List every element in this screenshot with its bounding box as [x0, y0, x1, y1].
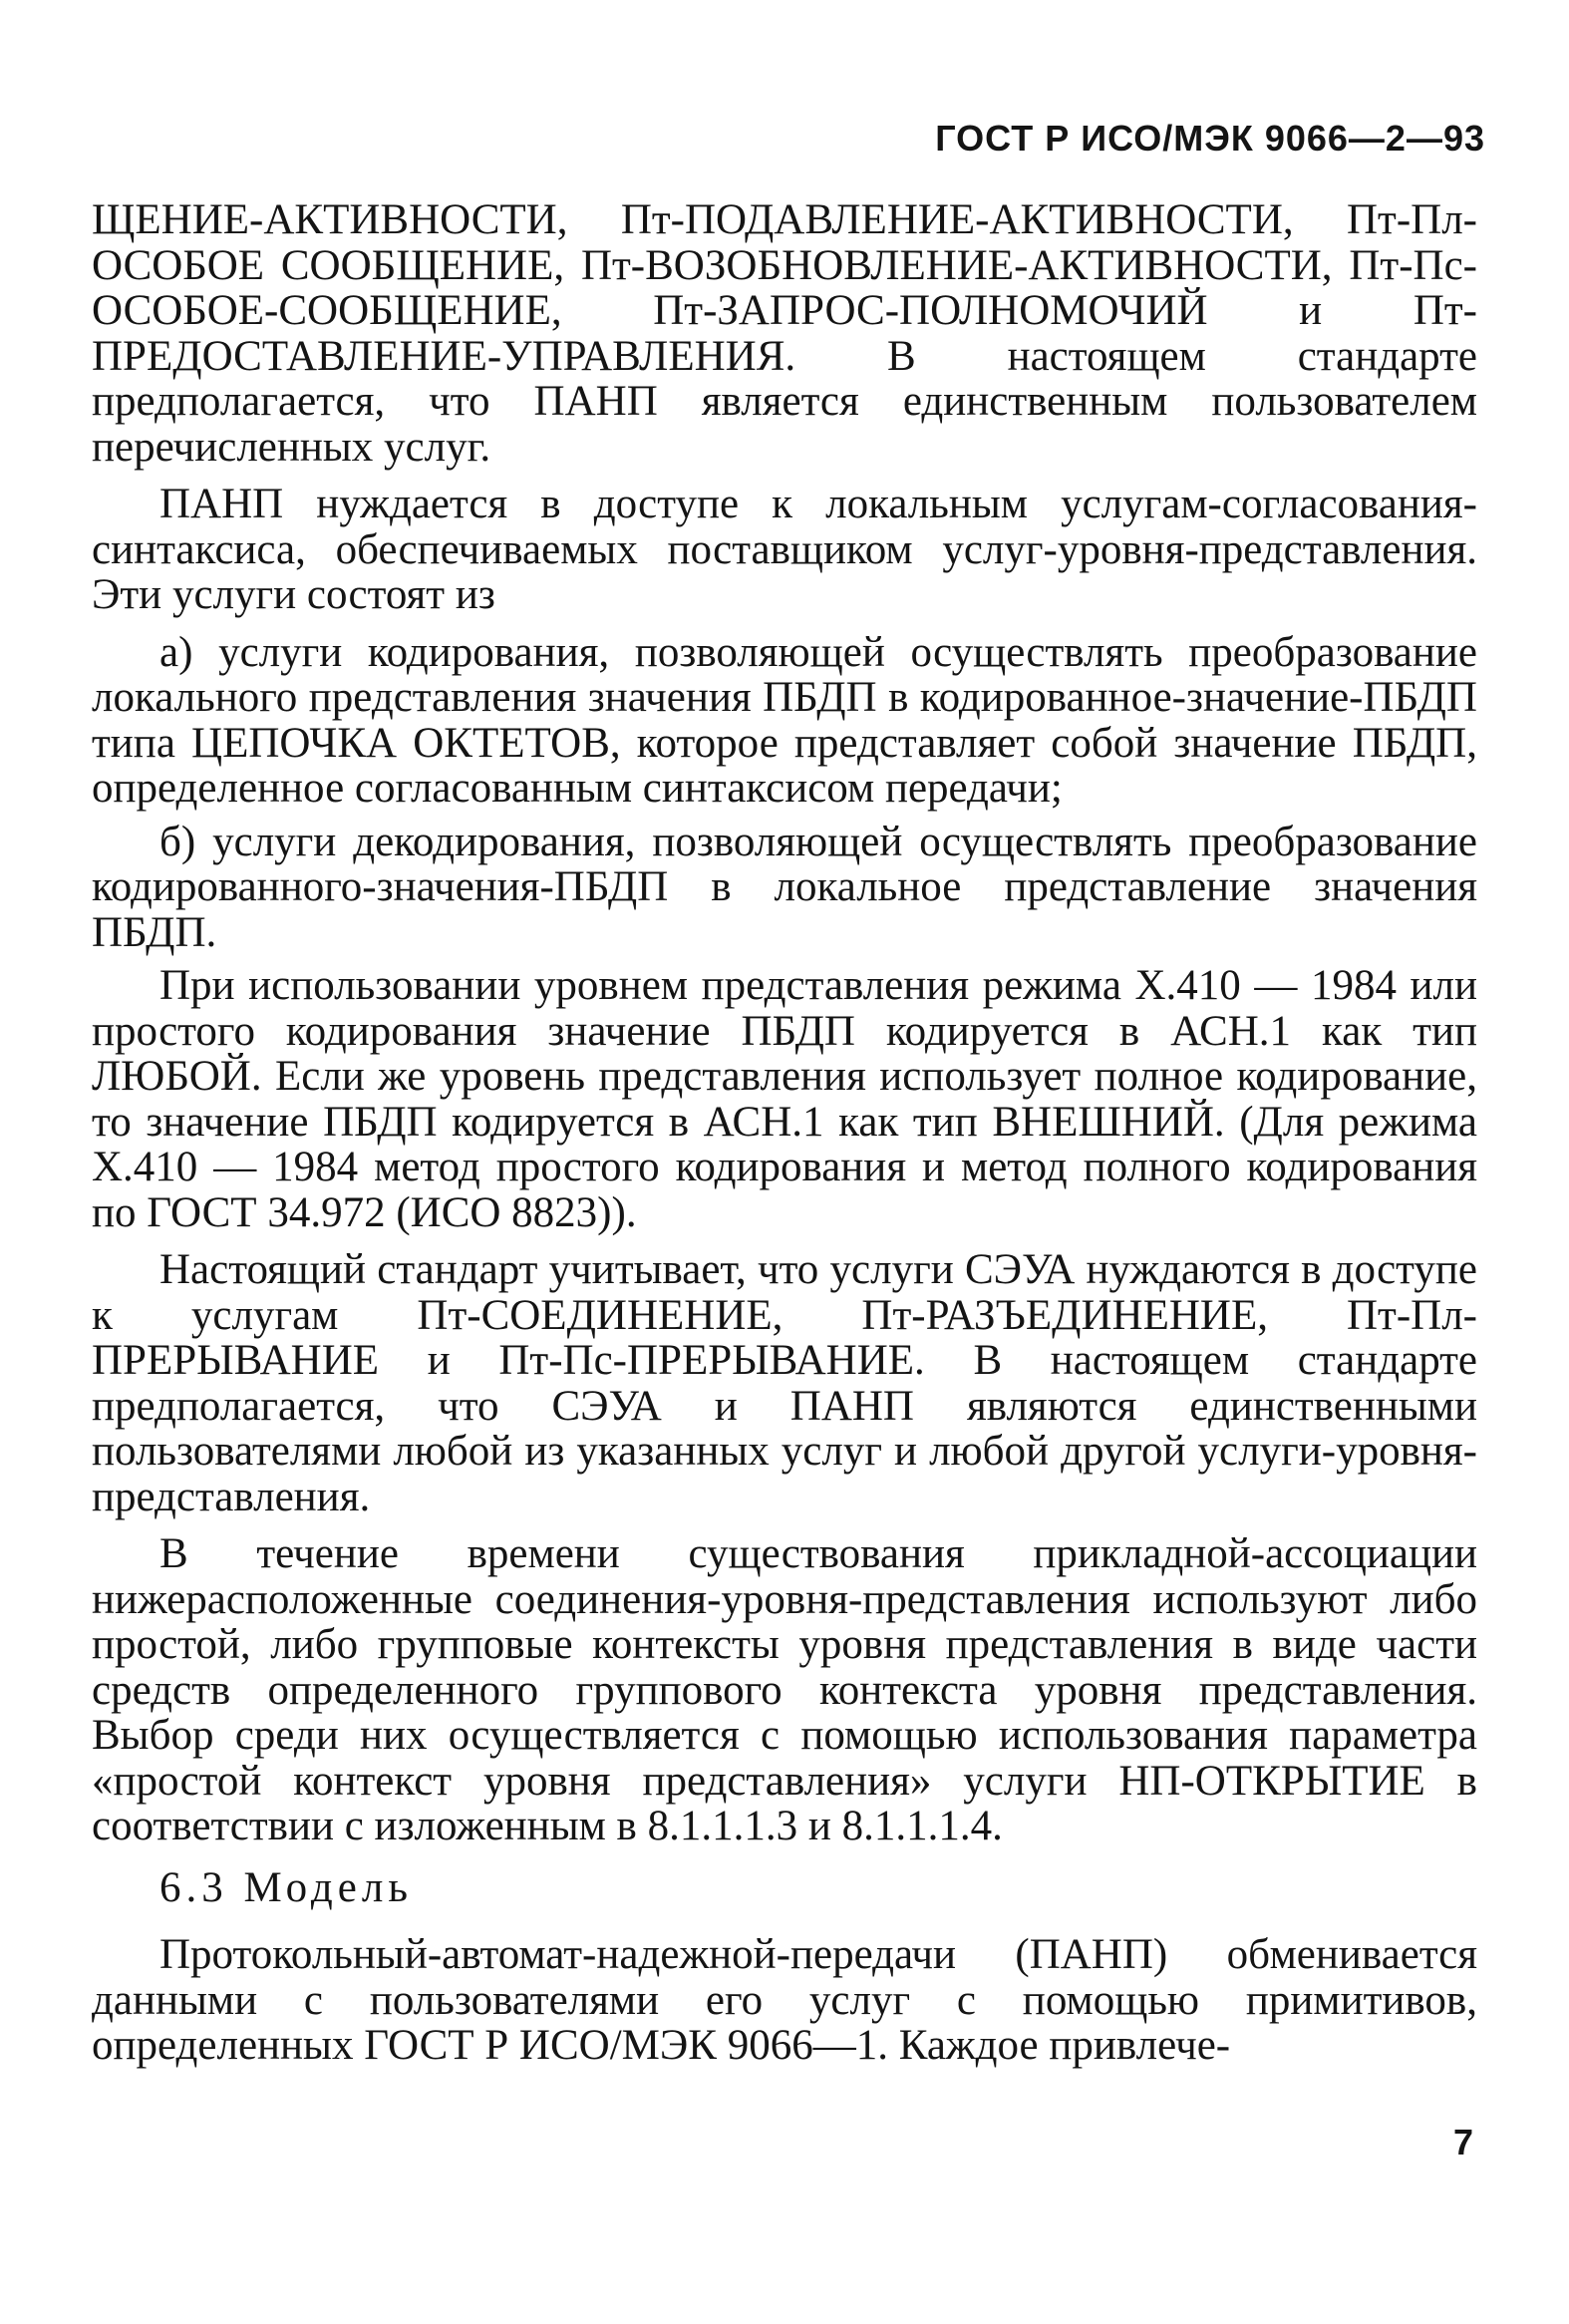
body-text: [92, 197, 1477, 2081]
section-heading: 6.3 Модель: [159, 1863, 413, 1911]
paragraph-application-association: В течение времени существования прикладной-ассоциации нижерасположенные соединения-уровня-представления используют либо простой, либо групповые контексты уровня представления в виде части средств определенного группового контекста уровня представления. Выбор среди них осуществляется с помощью использования параметра «простой контекст уровня представления» услуги НП-ОТКРЫТИЕ в соответствии с изложенным в 8.1.1.1.3 и 8.1.1.1.4.: [92, 1530, 1477, 1849]
list-item-a: а) услуги кодирования, позволяющей осуществлять преобразование локального представления значения ПБДП в кодированное-значение-ПБДП типа ЦЕПОЧКА ОКТЕТОВ, которое представляет собой значение ПБДП, определенное согласованным синтаксисом передачи;: [92, 628, 1477, 812]
page-number: 7: [1452, 2122, 1473, 2162]
paragraph-continuation: ЩЕНИЕ-АКТИВНОСТИ, Пт-ПОДАВЛЕНИЕ-АКТИВНОСТИ, Пт-Пл-ОСОБОЕ СООБЩЕНИЕ, Пт-ВОЗОБНОВЛЕНИЕ-АКТИВНОСТИ, Пт-Пс-ОСОБОЕ-СООБЩЕНИЕ, Пт-ЗАПРОС-ПОЛНОМОЧИЙ и Пт-ПРЕДОСТАВЛЕНИЕ-УПРАВЛЕНИЯ. В настоящем стандарте предполагается, что ПАНП является единственным пользователем перечисленных услуг.: [92, 196, 1477, 471]
paragraph-x410: При использовании уровнем представления режима X.410 — 1984 или простого кодирования значение ПБДП кодируется в АСН.1 как тип ЛЮБОЙ. Если же уровень представления использует полное кодирование, то значение ПБДП кодируется в АСН.1 как тип ВНЕШНИЙ. (Для режима X.410 — 1984 метод простого кодирования и метод полного кодирования по ГОСТ 34.972 (ИСО 8823)).: [92, 962, 1477, 1236]
document-header: ГОСТ Р ИСО/МЭК 9066—2—93: [935, 118, 1485, 159]
paragraph-seua: Настоящий стандарт учитывает, что услуги СЭУА нуждаются в доступе к услугам Пт-СОЕДИНЕНИЕ, Пт-РАЗЪЕДИНЕНИЕ, Пт-Пл-ПРЕРЫВАНИЕ и Пт-Пс-ПРЕРЫВАНИЕ. В настоящем стандарте предполагается, что СЭУА и ПАНП являются единственными пользователями любой из указанных услуг и любой другой услуги-уровня-представления.: [92, 1246, 1477, 1520]
paragraph-panp-access: ПАНП нуждается в доступе к локальным услугам-согласования-синтаксиса, обеспечиваемых поставщиком услуг-уровня-представления. Эти услуги состоят из: [92, 481, 1477, 618]
paragraph-model: Протокольный-автомат-надежной-передачи (ПАНП) обменивается данными с пользователями его услуг с помощью примитивов, определенных ГОСТ Р ИСО/МЭК 9066—1. Каждое привлече-: [92, 1931, 1477, 2069]
list-item-b: б) услуги декодирования, позволяющей осуществлять преобразование кодированного-значения-ПБДП в локальное представление значения ПБДП.: [92, 818, 1477, 956]
